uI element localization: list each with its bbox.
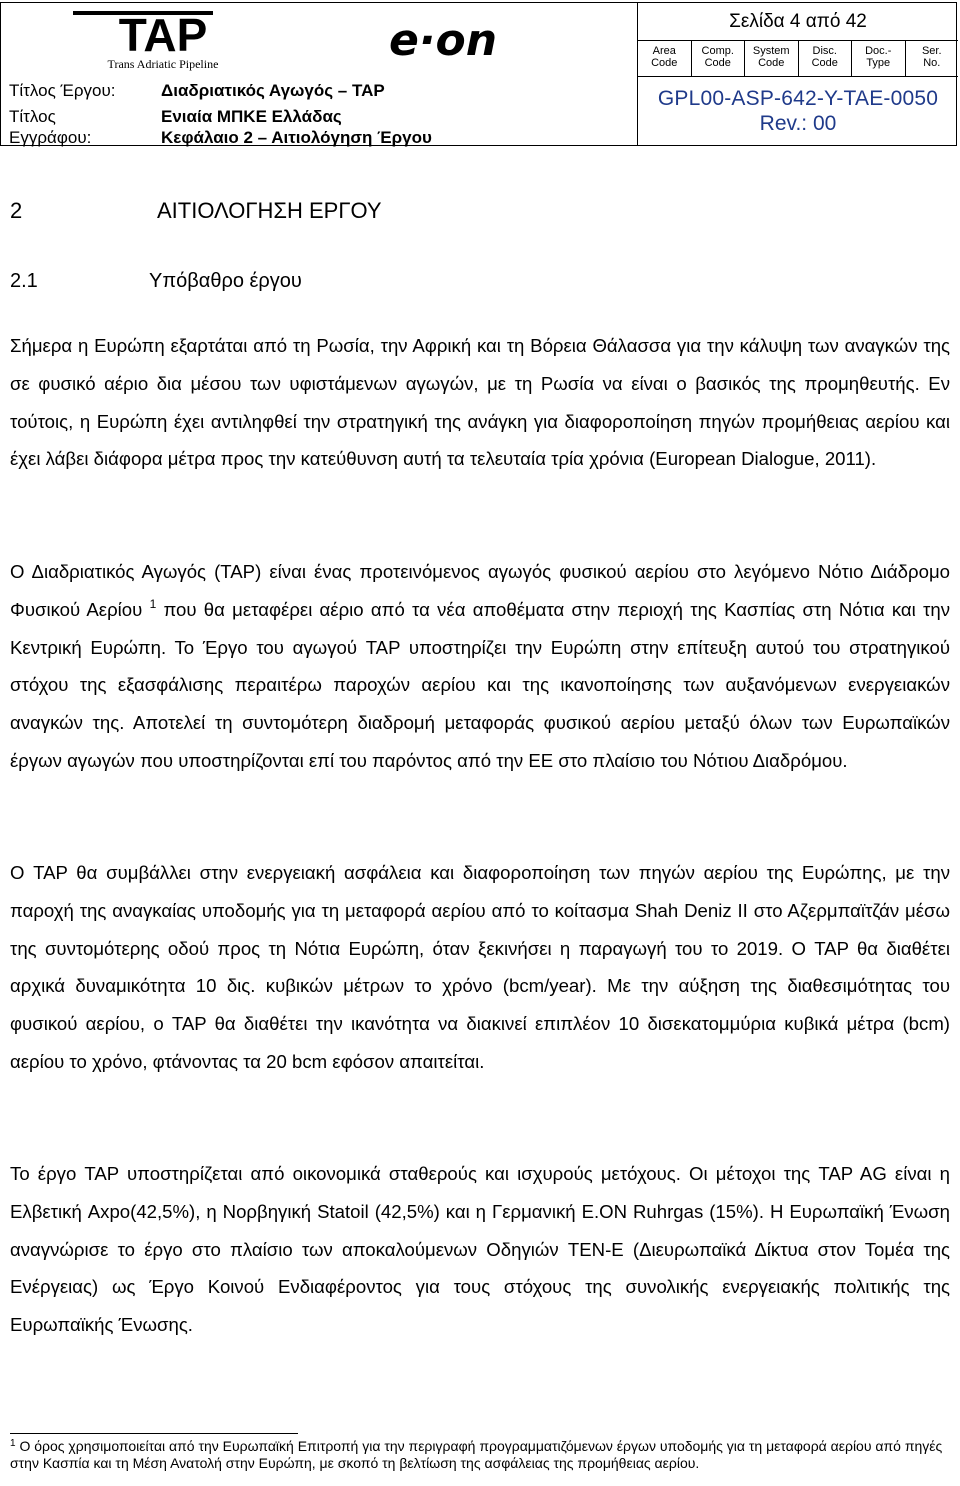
- section-heading: [10, 198, 382, 224]
- revision-number: Rev.: 00: [759, 112, 837, 135]
- disc-code-cell: Disc. Code: [799, 40, 853, 76]
- document-title-label-cont: Εγγράφου:: [9, 128, 92, 147]
- footnote-text: Ο όρος χρησιμοποιείται από την Ευρωπαϊκή Επιτροπή για την περιγραφή προγραμματιζόμενων έργων υποδομής για τη μεταφορά αερίου από πηγές στην Κασπία και τη Μέση Ανατολή στην Ευρώπη, με σκοπό τη βελτίωση της ασφάλειας της προμήθειας αερίου.: [10, 1438, 943, 1471]
- footnote-separator: [10, 1433, 298, 1434]
- paragraph-1: Σήμερα η Ευρώπη εξαρτάται από τη Ρωσία, την Αφρική και τη Βόρεια Θάλασσα για την κάλυψη των αναγκών της σε φυσικό αέριο δια μέσου των υφιστάμενων αγωγών, με τη Ρωσία να είναι ο βασικός της προμηθευτής. Εν τούτοις, η Ευρώπη έχει αντιληφθεί την στρατηγική της ανάγκη για διαφοροποίηση πηγών προμήθειας αερίου και έχει λάβει διάφορα μέτρα προς την κατεύθυνση αυτή τα τελευταία τρία χρόνια (European Dialogue, 2011).: [10, 335, 950, 470]
- footnote: [10, 1438, 950, 1472]
- tap-logo-text: TAP: [118, 9, 208, 61]
- eon-logo-text: e·on: [389, 17, 498, 65]
- doc-type-cell: Doc.- Type: [852, 40, 906, 76]
- document-title-value: Ενιαία ΜΠΚΕ Ελλάδας: [161, 107, 342, 126]
- footnote-reference[interactable]: 1: [149, 596, 157, 611]
- section-number: 2: [10, 198, 23, 223]
- document-title-value-cont: Κεφάλαιο 2 – Αιτιολόγηση Έργου: [161, 128, 432, 147]
- system-code-cell: System Code: [745, 40, 799, 76]
- document-number: GPL00-ASP-642-Y-TAE-0050: [657, 87, 939, 110]
- area-code-cell: Area Code: [638, 40, 692, 76]
- document-code-table: [638, 40, 958, 77]
- tap-logo-tagline: Trans Adriatic Pipeline: [107, 57, 219, 71]
- eon-logo: [387, 17, 567, 65]
- paragraph-4: Το έργο TAP υποστηρίζεται από οικονομικά σταθερούς και ισχυρούς μετόχους. Οι μέτοχοι της TAP AG είναι η Ελβετική Axpo(42,5%), η Νορβηγική Statoil (42,5%) και η Γερμανική E.ON Ruhrgas (15%). Η Ευρωπαϊκή Ένωση αναγνώρισε το έργο στο πλαίσιο των αποκαλούμενων Οδηγιών TEN-E (Διευρωπαϊκά Δίκτυα στον Τομέα της Ενέργειας) ως Έργο Κοινού Ενδιαφέροντος για τους στόχους της συνολικής ενεργειακής πολιτικής της Ευρωπαϊκής Ένωσης.: [10, 1163, 950, 1336]
- page-indicator: Σελίδα 4 από 42: [638, 3, 958, 41]
- tap-logo: [71, 9, 256, 71]
- subsection-number: 2.1: [10, 270, 38, 292]
- document-title-label: Τίτλος: [9, 107, 56, 126]
- footnote-marker: 1: [10, 1438, 16, 1449]
- subsection-heading: [10, 270, 302, 293]
- serial-number-cell: Ser. No.: [921, 45, 942, 69]
- paragraph-2: [10, 553, 950, 780]
- header-right-panel: [637, 3, 958, 145]
- project-title-value: Διαδριατικός Αγωγός – TAP: [161, 81, 385, 100]
- document-header: [0, 2, 957, 146]
- project-title-label: Τίτλος Έργου:: [9, 81, 116, 100]
- paragraph-2-part-a: Ο Διαδριατικός Αγωγός (TAP) είναι ένας προτεινόμενος αγωγός φυσικού αερίου στο λεγόμενο Νότιο Διάδρομο Φυσικού Αερίου: [10, 561, 950, 620]
- comp-code-cell: Comp. Code: [692, 40, 746, 76]
- section-title: ΑΙΤΙΟΛΟΓΗΣΗ ΕΡΓΟΥ: [157, 198, 382, 223]
- header-left-panel: [1, 3, 637, 145]
- paragraph-3: Ο TAP θα συμβάλλει στην ενεργειακή ασφάλεια και διαφοροποίηση των πηγών αερίου της Ευρώπης, με την παροχή της αναγκαίας υποδομής για τη μεταφορά αερίου από το κοίτασμα Shah Deniz II στο Αζερμπαϊτζάν μέσω της συντομότερης οδού προς τη Νότια Ευρώπη, όταν ξεκινήσει η παραγωγή του το 2019. Ο TAP θα διαθέτει αρχικά δυναμικότητα 10 δις. κυβικών μέτρων το χρόνο (bcm/year). Με την αύξηση της διαθεσιμότητας του φυσικού αερίου, ο TAP θα διαθέτει την ικανότητα να διακινεί επιπλέον 10 δισεκατομμύρια κυβικά μέτρα (bcm) αερίου το χρόνο, φτάνοντας τα 20 bcm εφόσον απαιτείται.: [10, 862, 950, 1072]
- paragraph-2-part-b: που θα μεταφέρει αέριο από τα νέα αποθέματα στην περιοχή της Κασπίας στη Νότια και την Κεντρική Ευρώπη. Το Έργο του αγωγού TAP υποστηρίζει την Ευρώπη στην επίτευξη αυτού του στρατηγικού στόχου της εξασφάλισης περαιτέρω παροχών αερίου και της ικανοποίησης των αυξανόμενων ενεργειακών αναγκών της. Αποτελεί τη συντομότερη διαδρομή μεταφοράς φυσικού αερίου μεταξύ όλων των Ευρωπαϊκών έργων αγωγών που υποστηρίζονται επί του παρόντος από την ΕΕ στο πλαίσιο του Νότιου Διαδρόμου.: [10, 598, 950, 771]
- subsection-title: Υπόβαθρο έργου: [149, 270, 302, 292]
